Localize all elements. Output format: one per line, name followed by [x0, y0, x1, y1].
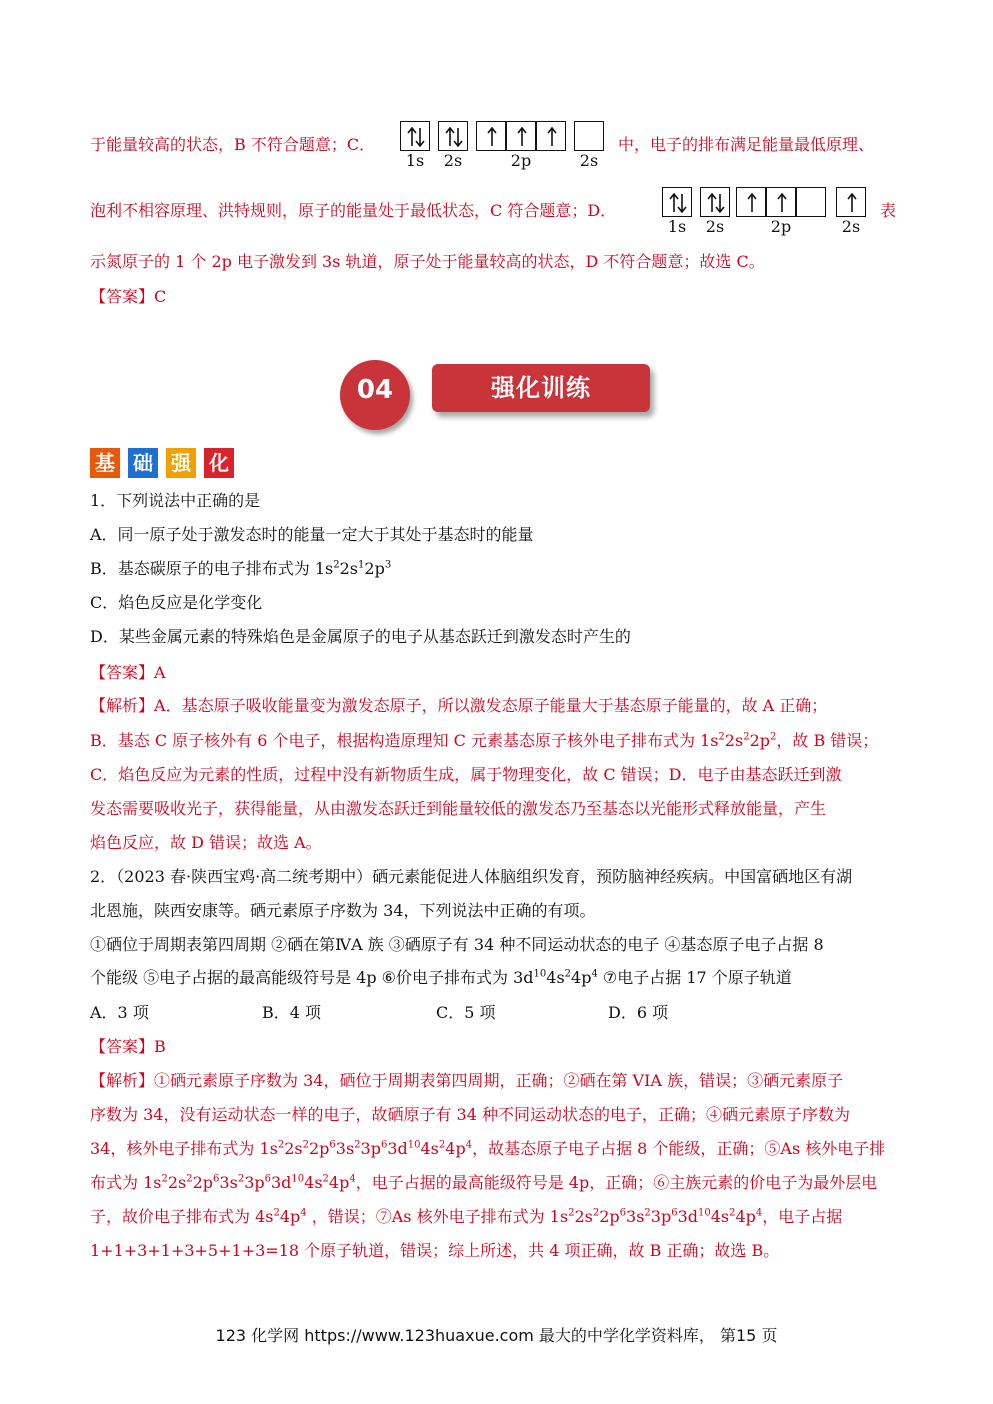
q1-option-b-text: B．基态碳原子的电子排布式为 1s [90, 559, 334, 578]
q1-option-a: A．同一原子处于激发态时的能量一定大于其处于基态时的能量 [90, 525, 534, 544]
orbital-box-1s [400, 121, 430, 151]
orbital-diagram-d [662, 187, 872, 239]
orbital-diagram-c [400, 121, 610, 173]
subsection-tile: 基 [90, 448, 120, 478]
subsection-tile: 础 [128, 448, 158, 478]
q2-items-1: ①硒位于周期表第四周期 ②硒在第ⅣA 族 ③硒原子有 34 种不同运动状态的电子 ④基态原子电子占据 8 [90, 935, 824, 954]
q1-stem: 1．下列说法中正确的是 [90, 491, 261, 510]
q2-explanation-3: 34，核外电子排布式为 $1s^22s^22p^63s^23p^63d^{10}4s^24p^4$，故基态原子电子占据 8 个能级，正确；⑤As 核外电子排 [90, 1139, 886, 1158]
orbital-label: 2s [443, 151, 463, 170]
q1-explanation-2: B．基态 C 原子核外有 6 个电子，根据构造原理知 C 元素基态原子核外电子排布式为 $1s^22s^22p^2$，故 B 错误； [90, 731, 879, 750]
q1-answer: 【答案】A [90, 663, 166, 682]
q1-explanation-5: 焰色反应，故 D 错误；故选 A。 [90, 833, 322, 852]
orbital-box-3s [836, 187, 866, 217]
q2-exp-label: 【解析】 [90, 1071, 155, 1090]
subsection-tile: 强 [166, 448, 196, 478]
q2-explanation-2: 序数为 34，没有运动状态一样的电子，故硒原子有 34 种不同运动状态的电子，正确；④硒元素原子序数为 [90, 1105, 850, 1124]
q2-items-2-suffix: ⑦电子占据 17 个原子轨道 [597, 968, 792, 987]
q1-explanation-4: 发态需要吸收光子，获得能量，从由激发态跃迁到能量较低的激发态乃至基态以光能形式释放能量，产生 [90, 799, 827, 818]
orbital-box-2p-1 [476, 121, 506, 151]
q2-exp4-suffix: ，电子占据的最高能级符号是 4p，正确；⑥主族元素的价电子为最外层电 [355, 1173, 878, 1192]
orbital-box-2p-2 [506, 121, 536, 151]
q1-explanation-3: C．焰色反应为元素的性质，过程中没有新物质生成，属于物理变化，故 C 错误；D．电子由基态跃迁到激 [90, 765, 842, 784]
q1-option-b: B．基态碳原子的电子排布式为 $1s^22s^12p^3$ [90, 559, 392, 578]
q2-items-2-prefix: 个能级 ⑤电子占据的最高能级符号是 4p ⑥价电子排布式为 3d [90, 968, 534, 987]
q2-exp5-suffix: ，电子占据 [762, 1207, 843, 1226]
intro-line-2: 泡利不相容原理、洪特规则，原子的能量处于最低状态，C 符合题意；D． [90, 201, 617, 220]
orbital-label: 2p [770, 217, 792, 236]
q2-items-2: 个能级 ⑤电子占据的最高能级符号是 4p ⑥价电子排布式为 $3d^{10}4s^24p^4$ ⑦电子占据 17 个原子轨道 [90, 968, 792, 987]
orbital-box-2s [700, 187, 730, 217]
subsection-tile: 化 [204, 448, 234, 478]
q2-option-c: C．5 项 [436, 1003, 496, 1022]
orbital-label: 2s [841, 217, 861, 236]
q2-explanation-1 [90, 1069, 843, 1093]
orbital-box-2p-3-empty [796, 187, 826, 217]
intro-line-2-suffix: 表 [880, 201, 897, 220]
orbital-label: 2p [510, 151, 532, 170]
q2-exp4-prefix: 布式为 1s [90, 1173, 162, 1192]
orbital-label: 2s [705, 217, 725, 236]
orbital-box-1s [662, 187, 692, 217]
q2-exp3-suffix: ，故基态原子电子占据 8 个能级，正确；⑤As 核外电子排 [472, 1139, 886, 1158]
q2-answer: 【答案】B [90, 1037, 166, 1056]
q1-option-c: C．焰色反应是化学变化 [90, 593, 263, 612]
intro-line-3: 示氮原子的 1 个 2p 电子激发到 3s 轨道，原子处于能量较高的状态，D 不符合题意；故选 C。 [90, 252, 765, 271]
q1-explanation-1 [90, 694, 827, 718]
q2-explanation-4: 布式为 $1s^22s^22p^63s^23p^63d^{10}4s^24p^4$，电子占据的最高能级符号是 4p，正确；⑥主族元素的价电子为最外层电 [90, 1173, 878, 1192]
intro-c-prefix: 于能量较高的状态，B 不符合题意；C． [90, 135, 376, 154]
section-number-circle [340, 360, 410, 430]
q2-exp5-mid: ，错误；⑦As 核外电子排布式为 1s [306, 1207, 569, 1226]
orbital-box-2p-3 [536, 121, 566, 151]
q2-explanation-5: 子，故价电子排布式为 $4s^24p^4$ ，错误；⑦As 核外电子排布式为 $1s^22s^22p^63s^23p^63d^{10}4s^24p^4$，电子占据 [90, 1207, 843, 1226]
q2-exp1-text: ①硒元素原子序数为 34，硒位于周期表第四周期，正确；②硒在第 VIA 族，错误；③硒元素原子 [154, 1071, 844, 1090]
orbital-box-3s-empty [574, 121, 604, 151]
page-footer: 123 化学网 https://www.123huaxue.com 最大的中学化学资料库， 第15 页 [215, 1326, 778, 1345]
q2-exp5-prefix: 子，故价电子排布式为 4s [90, 1207, 274, 1226]
intro-c-suffix: 中，电子的排布满足能量最低原理、 [618, 135, 875, 154]
q2-stem-1: 2．（2023 春·陕西宝鸡·高二统考期中）硒元素能促进人体脑组织发育，预防脑神经疾病。中国富硒地区有湖 [90, 867, 853, 886]
section-title: 强化训练 [491, 374, 591, 402]
section-number: 04 [356, 375, 394, 405]
orbital-label: 2s [579, 151, 599, 170]
q2-explanation-6: 1+1+3+1+3+5+1+3=18 个原子轨道，错误；综上所述，共 4 项正确，故 B 正确；故选 B。 [90, 1241, 780, 1260]
orbital-box-2s [438, 121, 468, 151]
orbital-label: 1s [405, 151, 425, 170]
orbital-box-2p-2 [766, 187, 796, 217]
intro-line-1 [90, 133, 375, 157]
q2-option-d: D．6 项 [608, 1003, 669, 1022]
intro-answer: 【答案】C [90, 287, 167, 306]
section-title-ribbon [432, 364, 650, 412]
q2-exp3-prefix: 34，核外电子排布式为 1s [90, 1139, 278, 1158]
q1-exp2-suffix: ，故 B 错误； [776, 731, 879, 750]
q1-exp-text: A．基态原子吸收能量变为激发态原子，所以激发态原子能量大于基态原子能量的，故 A 正确； [154, 696, 828, 715]
q2-option-a: A．3 项 [90, 1003, 149, 1022]
q2-stem-2: 北恩施，陕西安康等。硒元素原子序数为 34，下列说法中正确的有项。 [90, 901, 596, 920]
orbital-label: 1s [667, 217, 687, 236]
q2-option-b: B．4 项 [262, 1003, 322, 1022]
section-banner [340, 360, 660, 430]
orbital-box-2p-1 [736, 187, 766, 217]
q1-exp2-prefix: B．基态 C 原子核外有 6 个电子，根据构造原理知 C 元素基态原子核外电子排布式为 1s [90, 731, 719, 750]
q1-exp-label: 【解析】 [90, 696, 155, 715]
q1-option-d: D．某些金属元素的特殊焰色是金属原子的电子从基态跃迁到激发态时产生的 [90, 627, 631, 646]
